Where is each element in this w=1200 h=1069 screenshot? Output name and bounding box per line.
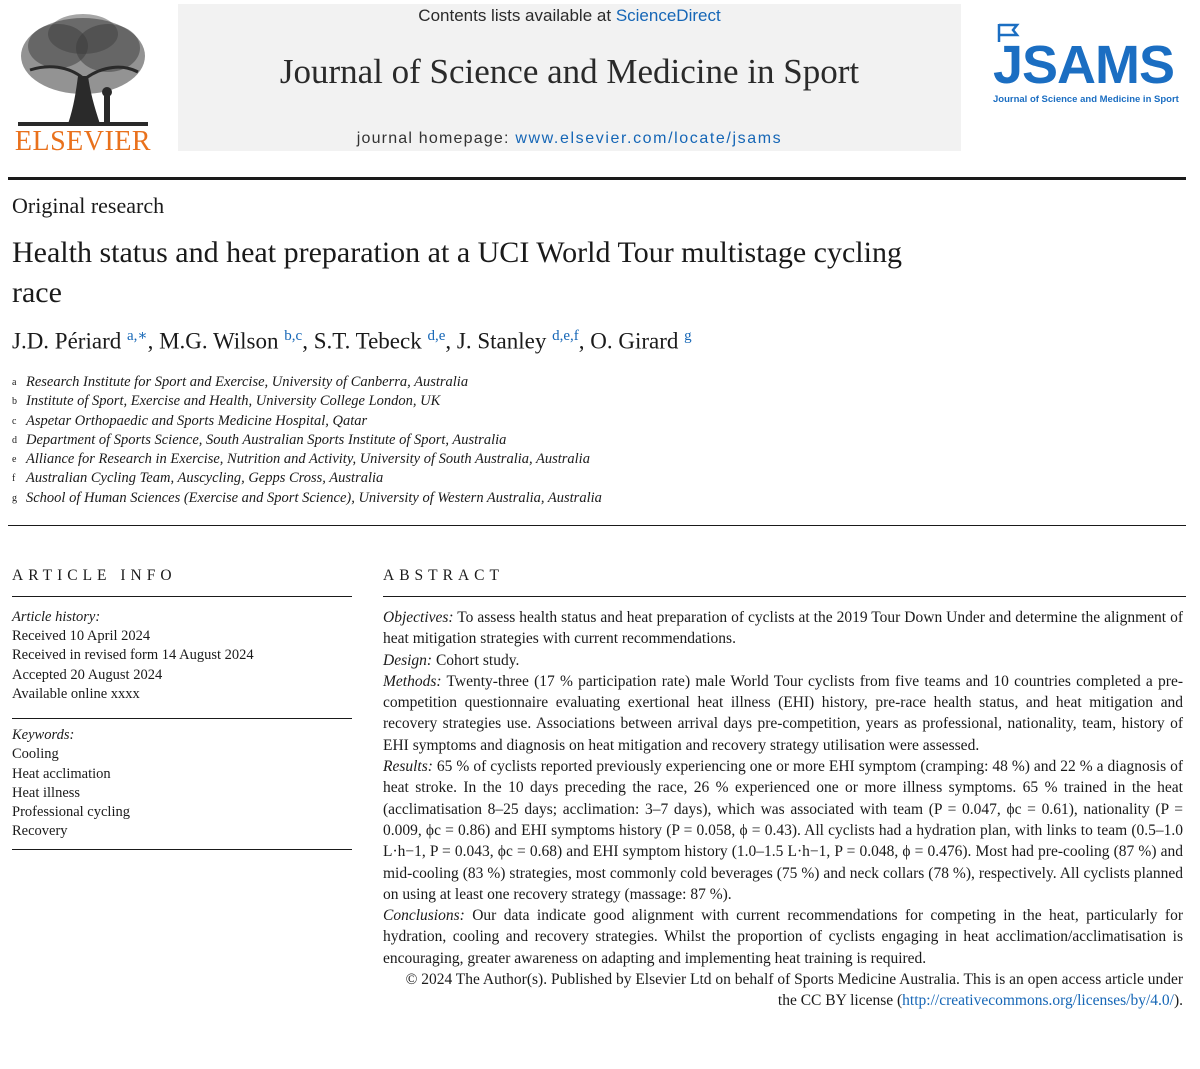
abstract-methods bbox=[383, 671, 1183, 756]
info-rule bbox=[12, 596, 352, 597]
affiliation-mark: c bbox=[12, 415, 17, 427]
affiliation-item bbox=[12, 392, 602, 411]
history-item: Received in revised form 14 August 2024 bbox=[12, 647, 254, 664]
affiliation-list bbox=[12, 373, 602, 508]
methods-text: Twenty-three (17 % participation rate) male World Tour cyclists from five teams and 10 countries completed a pre-competition questionnaire evaluating exertional heat illness (EHI) history, pre-race health status, and heat mitigation and recovery strategies use. Associations between arrival days pre-competition, years as professional, nationality, team, history of EHI symptoms and diagnosis on heat mitigation and recovery strategy utilisation were assessed. bbox=[383, 672, 1183, 754]
jsams-wordmark: JSAMS bbox=[993, 35, 1175, 95]
affiliation-item bbox=[12, 412, 602, 431]
copyright-text: © 2024 The Author(s). Published by Elsevier Ltd on behalf of Sports Medicine Australia. This is an open access article under the CC BY license ( bbox=[405, 971, 1183, 1010]
author-name[interactable]: J.D. Périard bbox=[12, 328, 122, 354]
affiliation-text: Aspetar Orthopaedic and Sports Medicine Hospital, Qatar bbox=[26, 412, 368, 429]
keywords-label: Keywords: bbox=[12, 727, 75, 743]
homepage-link[interactable]: www.elsevier.com/locate/jsams bbox=[515, 130, 783, 147]
sciencedirect-link[interactable]: ScienceDirect bbox=[615, 6, 721, 25]
section-rule bbox=[8, 525, 1186, 526]
abstract-rule bbox=[383, 596, 1186, 597]
author-affil-marks[interactable]: a,∗ bbox=[126, 328, 148, 344]
history-item: Received 10 April 2024 bbox=[12, 628, 151, 645]
author-name[interactable]: J. Stanley bbox=[456, 328, 547, 354]
affiliation-item bbox=[12, 431, 602, 450]
homepage-prefix: journal homepage: bbox=[356, 130, 510, 147]
affiliation-mark: a bbox=[12, 377, 17, 388]
author-list: J.D. Périard $^{a,∗}$, M.G. Wilson $^{b,c}$, S.T. Tebeck $^{d,e}$, J. Stanley $^{d,e,f}$, O. Girard $^g$ bbox=[12, 328, 692, 354]
affiliation-mark: f bbox=[12, 473, 16, 485]
affiliation-mark: g bbox=[12, 492, 17, 504]
affiliation-text: Alliance for Research in Exercise, Nutrition and Activity, University of South Australia, Australia bbox=[26, 451, 590, 468]
article-history bbox=[12, 608, 254, 704]
homepage-line bbox=[178, 130, 961, 148]
journal-banner bbox=[178, 4, 961, 151]
abstract-conclusions bbox=[383, 905, 1183, 969]
conclusions-label: Conclusions: bbox=[383, 907, 465, 925]
abstract-objectives bbox=[383, 607, 1183, 650]
history-item: Available online xxxx bbox=[12, 685, 140, 702]
affiliation-item bbox=[12, 469, 602, 488]
objectives-label: Objectives: bbox=[383, 609, 454, 626]
contents-line bbox=[178, 6, 961, 26]
keyword: Heat illness bbox=[12, 784, 81, 801]
objectives-text: To assess health status and heat preparation of cyclists at the 2019 Tour Down Under and determine the alignment of heat mitigation strategies with current recommendations. bbox=[383, 609, 1183, 648]
methods-label: Methods: bbox=[383, 672, 442, 690]
affiliation-mark: b bbox=[12, 396, 17, 408]
abstract-heading: ABSTRACT bbox=[383, 567, 504, 584]
affiliation-mark: e bbox=[12, 454, 17, 466]
affiliation-item bbox=[12, 373, 602, 392]
affiliation-item bbox=[12, 450, 602, 469]
affiliation-text: Institute of Sport, Exercise and Health, University College London, UK bbox=[26, 393, 441, 410]
history-label: Article history: bbox=[12, 609, 101, 625]
keyword: Heat acclimation bbox=[12, 765, 111, 782]
jsams-logo[interactable] bbox=[985, 30, 1185, 150]
author-affil-marks[interactable]: d,e,f bbox=[552, 328, 579, 344]
article-type: Original research bbox=[12, 193, 165, 218]
contents-prefix: Contents lists available at bbox=[418, 6, 612, 25]
results-label: Results: bbox=[383, 758, 433, 776]
affiliation-text: School of Human Sciences (Exercise and Sport Science), University of Western Australia, Australia bbox=[26, 489, 602, 506]
info-rule bbox=[12, 718, 352, 719]
article-title: Health status and heat preparation at a UCI World Tour multistage cycling race bbox=[12, 236, 902, 309]
license-link[interactable]: http://creativecommons.org/licenses/by/4.0/ bbox=[902, 992, 1174, 1010]
affiliation-text: Research Institute for Sport and Exercise, University of Canberra, Australia bbox=[26, 374, 469, 390]
author-name[interactable]: S.T. Tebeck bbox=[313, 328, 422, 354]
affiliation-mark: d bbox=[12, 434, 17, 446]
author-affil-marks[interactable]: d,e bbox=[427, 328, 446, 344]
article-info-heading: ARTICLE INFO bbox=[12, 567, 177, 584]
copyright-notice bbox=[383, 969, 1183, 1012]
design-text: Cohort study. bbox=[432, 651, 520, 669]
jsams-subtitle: Journal of Science and Medicine in Sport bbox=[993, 94, 1179, 105]
header-rule bbox=[8, 177, 1186, 180]
info-rule bbox=[12, 849, 352, 850]
keyword: Professional cycling bbox=[12, 804, 130, 821]
affiliation-text: Australian Cycling Team, Auscycling, Gepps Cross, Australia bbox=[26, 470, 384, 487]
affiliation-text: Department of Sports Science, South Australian Sports Institute of Sport, Australia bbox=[26, 431, 507, 448]
keyword: Cooling bbox=[12, 746, 59, 763]
elsevier-wordmark[interactable]: ELSEVIER bbox=[14, 126, 152, 157]
copyright-end: ). bbox=[1173, 992, 1183, 1010]
author-affil-marks[interactable]: g bbox=[684, 328, 692, 344]
author-name[interactable]: M.G. Wilson bbox=[159, 328, 279, 354]
results-text: 65 % of cyclists reported previously experiencing one or more EHI symptom (cramping: 48 %) and 22 % a diagnosis of heat stroke. In the 10 days preceding the race, 26 % experienced one or more illness symptoms. 65 % trained in the heat (acclimatisation 8–25 days; acclimation: 3–7 days), which was associated with team (P = 0.047, ϕc = 0.61), nationality (P = 0.009, ϕc = 0.86) and EHI symptoms history (P = 0.058, ϕ = 0.43). All cyclists had a hydration plan, with links to team (0.5–1.0 L·h−1, P = 0.043, ϕc = 0.68) and EHI symptom history (1.0–1.5 L·h−1, P = 0.048, ϕ = 0.476). Most had pre-cooling (87 %) and mid-cooling (83 %) strategies, most commonly cold beverages (75 %) and neck collars (78 %), respectively. All cyclists planned on using at least one recovery strategy (massage: 87 %). bbox=[383, 758, 1183, 903]
author-affil-marks[interactable]: b,c bbox=[284, 328, 303, 344]
author-name[interactable]: O. Girard bbox=[590, 328, 679, 354]
abstract-design bbox=[383, 650, 1183, 671]
conclusions-text: Our data indicate good alignment with current recommendations for competing in the heat, particularly for hydration, cooling and recovery strategies. Whilst the proportion of cyclists engaging in heat acclimation/acclimatisation is encouraging, greater awareness on adapting and implementing heat training is required. bbox=[383, 907, 1183, 967]
history-item: Accepted 20 August 2024 bbox=[12, 666, 163, 683]
journal-title[interactable]: Journal of Science and Medicine in Sport bbox=[279, 52, 860, 91]
design-label: Design: bbox=[383, 651, 433, 669]
keyword: Recovery bbox=[12, 823, 68, 840]
abstract-body bbox=[383, 607, 1183, 1012]
affiliation-item bbox=[12, 489, 602, 508]
keywords bbox=[12, 726, 130, 842]
abstract-results bbox=[383, 756, 1183, 905]
